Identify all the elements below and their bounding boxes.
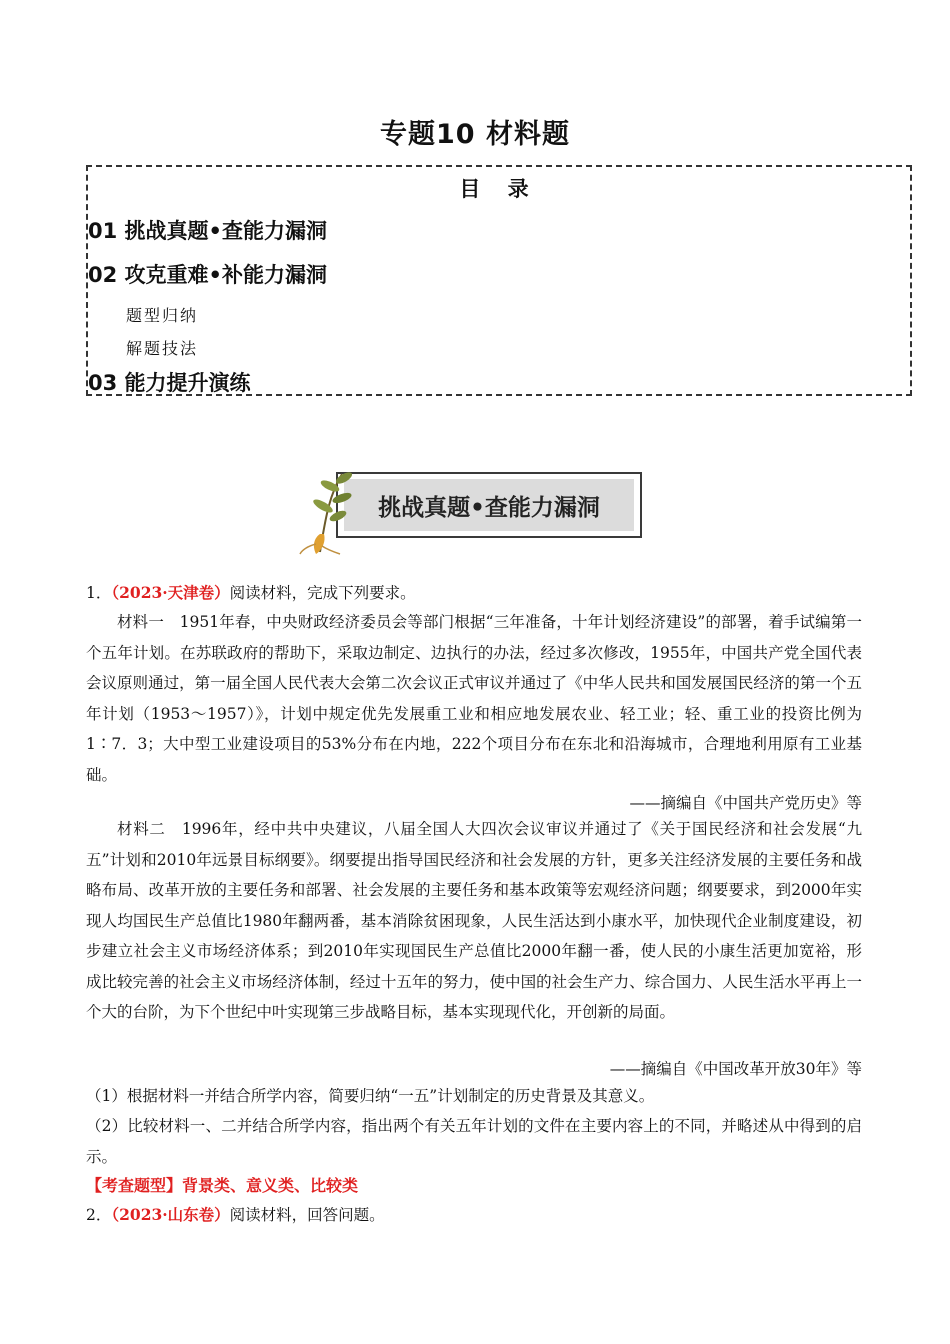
question-source-tag: （2023·天津卷） xyxy=(111,583,230,602)
material-1: 材料一 1951年春，中央财政经济委员会等部门根据“三年准备，十年计划经济建设”的部署，着手试编第一个五年计划。在苏联政府的帮助下，采取边制定、边执行的办法，经过多次修改，1955年，中国共产党全国代表会议原则通过，第一届全国人民代表大会第二次会议正式审议并通过了《中华人民共和国发展国民经济的第一个五年计划（1953～1957）》，计划中规定优先发展重工业和相应地发展农业、轻工业；轻、重工业的投资比例为1∶7．3；大中型工业建设项目的53%分布在内地，222个项目分布在东北和沿海城市，合理地利用原有工业基础。 xyxy=(86,613,862,784)
sub-question-2: （2）比较材料一、二并结合所学内容，指出两个有关五年计划的文件在主要内容上的不同，并略述从中得到的启示。 xyxy=(86,1117,862,1166)
toc-item-02[interactable]: 02 攻克重难•补能力漏洞 xyxy=(88,263,327,287)
toc-heading: 目 录 xyxy=(459,177,539,201)
section-banner xyxy=(290,464,650,556)
question-number: 1． xyxy=(86,584,112,602)
question-prompt: 阅读材料，回答问题。 xyxy=(229,1206,385,1224)
material-2-source: ——摘编自《中国改革开放30年》等 xyxy=(609,1060,862,1078)
plant-icon xyxy=(290,464,380,556)
toc-item-01[interactable]: 01 挑战真题•查能力漏洞 xyxy=(88,219,327,243)
question-1-header xyxy=(86,578,416,608)
banner-frame xyxy=(336,472,642,538)
question-source-tag: （2023·山东卷） xyxy=(111,1205,230,1224)
material-1-source: ——摘编自《中国共产党历史》等 xyxy=(629,794,862,812)
toc-subitem-question-types[interactable]: 题型归纳 xyxy=(126,306,199,325)
toc-subitem-solving-techniques[interactable]: 解题技法 xyxy=(126,339,199,358)
banner-label: 挑战真题•查能力漏洞 xyxy=(344,479,634,531)
table-of-contents xyxy=(86,165,912,396)
page-title: 专题10 材料题 xyxy=(380,119,570,150)
question-number: 2． xyxy=(86,1206,112,1224)
toc-item-03[interactable]: 03 能力提升演练 xyxy=(88,371,251,395)
exam-type-tag: 【考查题型】背景类、意义类、比较类 xyxy=(86,1176,359,1195)
question-prompt: 阅读材料，完成下列要求。 xyxy=(229,584,416,602)
sub-question-1: （1）根据材料一并结合所学内容，简要归纳“一五”计划制定的历史背景及其意义。 xyxy=(86,1087,655,1105)
question-2-header xyxy=(86,1200,385,1230)
material-2: 材料二 1996年，经中共中央建议，八届全国人大四次会议审议并通过了《关于国民经济和社会发展“九五”计划和2010年远景目标纲要》。纲要提出指导国民经济和社会发展的方针，更多关注经济发展的主要任务和战略布局、改革开放的主要任务和部署、社会发展的主要任务和基本政策等宏观经济问题；纲要要求，到2000年实现人均国民生产总值比1980年翻两番，基本消除贫困现象，人民生活达到小康水平，加快现代企业制度建设，初步建立社会主义市场经济体系；到2010年实现国民生产总值比2000年翻一番，使人民的小康生活更加宽裕，形成比较完善的社会主义市场经济体制，经过十五年的努力，使中国的社会生产力、综合国力、人民生活水平再上一个大的台阶，为下个世纪中叶实现第三步战略目标，基本实现现代化，开创新的局面。 xyxy=(86,820,862,1021)
